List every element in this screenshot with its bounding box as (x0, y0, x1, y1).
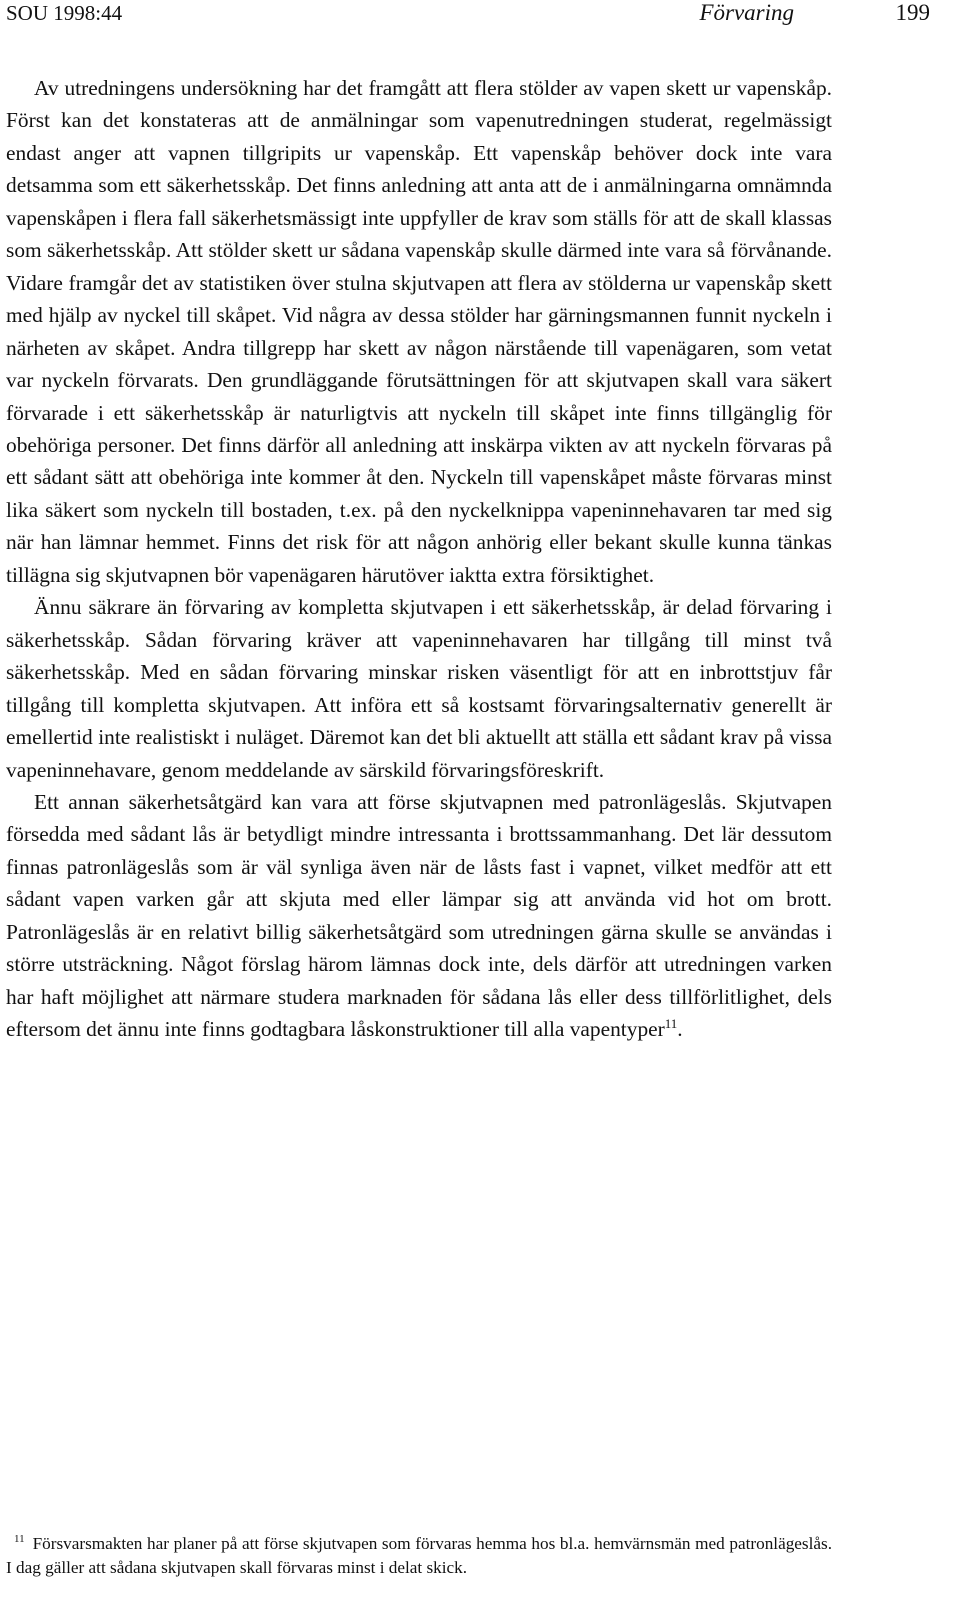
report-reference: SOU 1998:44 (6, 1, 123, 25)
paragraph-3 (6, 786, 832, 1046)
paragraph-2: Ännu säkrare än förvaring av kompletta skjutvapen i ett säkerhetsskåp, är delad förvaring i säkerhetsskåp. Sådan förvaring kräver att vapeninnehavaren har tillgång till minst två säkerhetsskåp. Med en sådan förvaring minskar risken väsentligt för att en inbrottstjuv får tillgång till kompletta skjutvapen. Att införa ett så kostsamt förvaringsalternativ generellt är emellertid inte realistiskt i nuläget. Däremot kan det bli aktuellt att ställa ett sådant krav på vissa vapeninnehavare, genom meddelande av särskild förvaringsföreskrift. (6, 595, 832, 782)
page-header (6, 0, 930, 30)
paragraph-3-end: . (677, 1017, 683, 1042)
paragraph-3-text: Ett annan säkerhetsåtgärd kan vara att förse skjutvapnen med patronlägeslås. Skjutvapen försedda med sådant lås är betydligt mindre intressanta i brottssammanhang. Det lär dessutom finnas patronlägeslås som är väl synliga även när de låsts fast i vapnet, vilket medför att ett sådant vapen varken går att skjuta med eller lämpar sig att använda vid hot om brott. Patronlägeslås är en relativt billig säkerhetsåtgärd som utredningen gärna skulle se användas i större utsträckning. Något förslag härom lämnas dock inte, dels därför att utredningen varken har haft möjlighet att närmare studera marknaden för sådana lås eller dess tillförlitlighet, dels eftersom det ännu inte finns godtagbara låskonstruktioner till alla vapentyper (6, 789, 832, 1042)
paragraph-1: Av utredningens undersökning har det framgått att flera stölder av vapen skett ur vapenskåp. Först kan det konstateras att de anmälningar som vapenutredningen studerat, regelmässigt endast anger att vapnen tillgripits ur vapenskåp. Ett vapenskåp behöver dock inte vara detsamma som ett säkerhetsskåp. Det finns anledning att anta att de i anmälningarna omnämnda vapenskåpen i flera fall säkerhetsmässigt inte uppfyller de krav som ställs för att de skall klassas som säkerhetsskåp. Att stölder skett ur sådana vapenskåp skulle därmed inte vara så förvånande. Vidare framgår det av statistiken över stulna skjutvapen att flera av stölderna ur vapenskåp skett med hjälp av nyckel till skåpet. Vid några av dessa stölder har gärningsmannen funnit nyckeln i närheten av skåpet. Andra tillgrepp har skett av någon närstående till vapenägaren, som vetat var nyckeln förvarats. Den grundläggande förutsättningen för att skjutvapen skall vara säkert förvarade i ett säkerhetsskåp är naturligtvis att nyckeln till skåpet inte finns tillgänglig för obehöriga personer. Det finns därför all anledning att inskärpa vikten av att nyckeln förvaras på ett sådant sätt att obehöriga inte kommer åt den. Nyckeln till vapenskåpet måste förvaras minst lika säkert som nyckeln till bostaden, t.ex. på den nyckelknippa vapeninnehavaren tar med sig när han lämnar hemmet. Finns det risk för att någon anhörig eller bekant skulle kunna tänkas tillägna sig skjutvapnen bör vapenägaren härutöver iaktta extra försiktighet. (6, 76, 832, 587)
footnote-text: Försvarsmakten har planer på att förse skjutvapen som förvaras hemma hos bl.a. hemvärnsmän med patronlägeslås. I dag gäller att sådana skjutvapen skall förvaras minst i delat skick. (6, 1534, 832, 1577)
body-text (6, 72, 832, 1046)
chapter-title: Förvaring (699, 0, 794, 25)
page-number: 199 (895, 0, 930, 25)
footnote-reference: 11 (664, 1016, 678, 1032)
footnote (6, 1532, 832, 1580)
footnote-number: 11 (14, 1533, 25, 1546)
